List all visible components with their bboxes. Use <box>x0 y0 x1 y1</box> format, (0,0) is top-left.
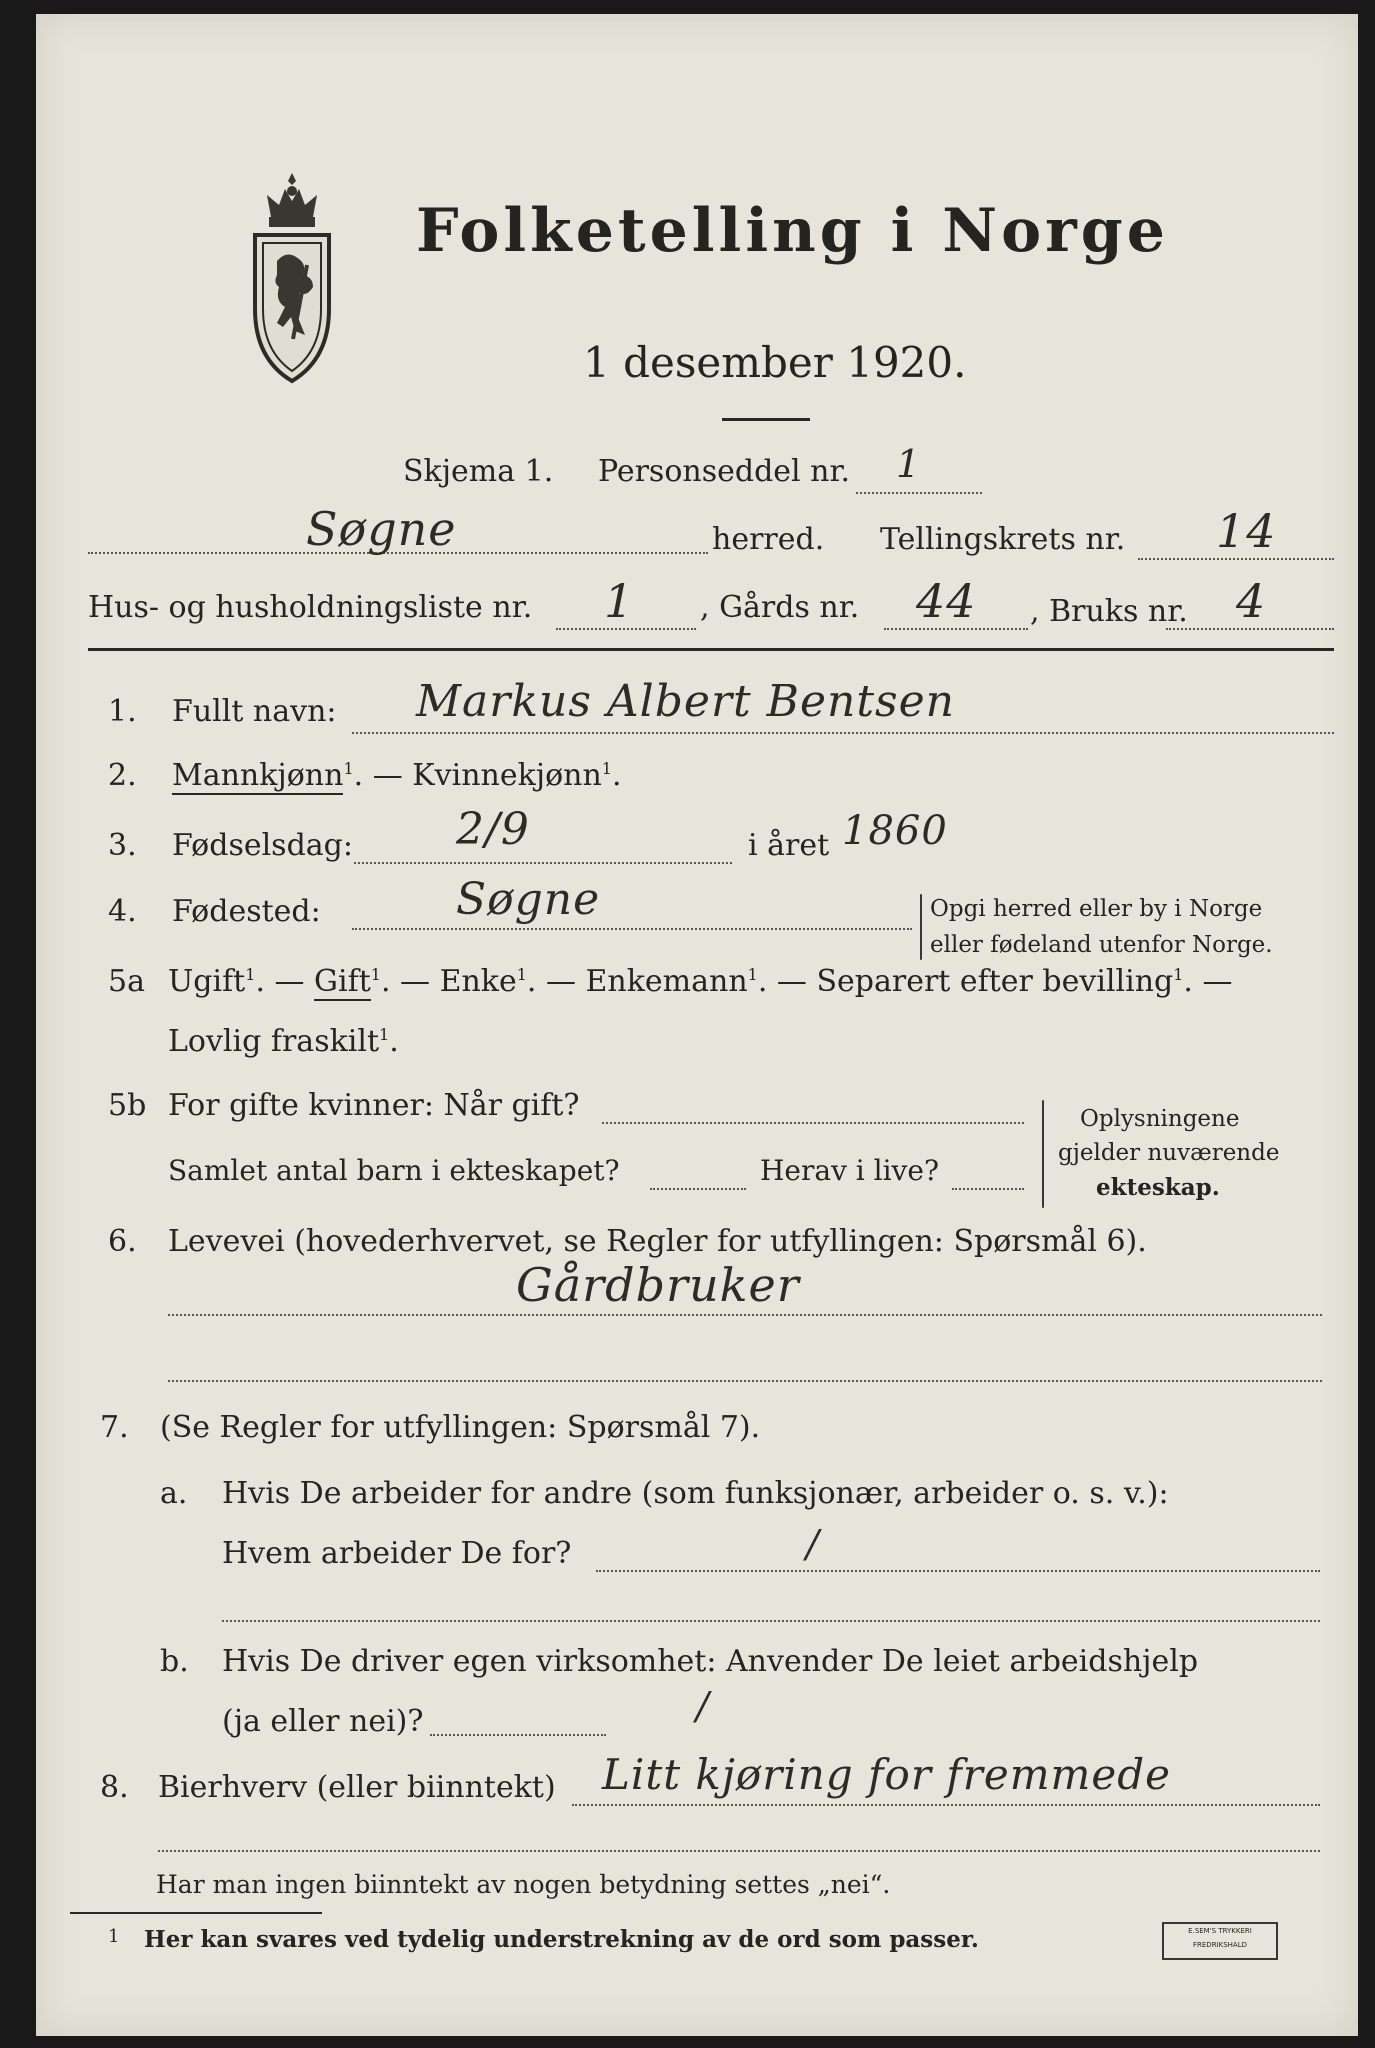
q3-date-value: 2/9 <box>456 804 530 855</box>
gards-label: , Gårds nr. <box>700 590 860 625</box>
q2-sup2: 1 <box>601 759 612 778</box>
q5b-line1: For gifte kvinner: Når gift? <box>168 1088 580 1123</box>
q3-number: 3. <box>108 828 137 863</box>
footnote-text: Her kan svares ved tydelig understrekning av de ord som passer. <box>144 1926 979 1953</box>
q5a-enke-option: Enke <box>439 964 517 999</box>
q5a-options: Ugift$^1$. — Gift$^1$. — Enke$^1$. — Enkemann$^1$. — Separert efter bevilling$^1$. — <box>168 964 1233 999</box>
q1-value: Markus Albert Bentsen <box>416 676 955 727</box>
q6-line1 <box>168 1314 1322 1316</box>
q5a-enkemann-option: Enkemann <box>585 964 748 999</box>
q5b-when-line <box>602 1122 1024 1124</box>
q7b-value: / <box>696 1684 710 1728</box>
schema-label: Skjema 1. <box>403 454 554 489</box>
gards-line <box>884 628 1028 630</box>
header-rule <box>88 648 1334 651</box>
q7-number: 7. <box>100 1410 129 1445</box>
q4-note-brace <box>920 894 922 960</box>
q7b-line1: Hvis De driver egen virksomhet: Anvender De leiet arbeidshjelp <box>222 1644 1199 1679</box>
q2-end: . <box>611 758 622 793</box>
q2-options <box>172 758 622 793</box>
q5b-alive-label: Herav i live? <box>760 1154 939 1187</box>
norwegian-coat-of-arms-icon <box>249 169 335 389</box>
q7a-value: / <box>806 1522 820 1566</box>
q2-separator: . — <box>353 758 413 793</box>
q8-line1 <box>572 1804 1320 1806</box>
q7b-line <box>430 1734 606 1736</box>
q5a-fraskilt-option: Lovlig fraskilt <box>168 1024 380 1059</box>
q7a-line2: Hvem arbeider De for? <box>222 1536 572 1571</box>
q5b-note-brace <box>1042 1100 1044 1208</box>
q5b-number: 5b <box>108 1088 147 1123</box>
q8-number: 8. <box>100 1770 129 1805</box>
q1-line <box>352 732 1334 734</box>
gards-value: 44 <box>916 574 977 628</box>
q4-note-line1: Opgi herred eller by i Norge <box>930 896 1263 922</box>
q7b-number: b. <box>160 1644 189 1679</box>
q5b-children-label: Samlet antal barn i ekteskapet? <box>168 1154 620 1187</box>
q7a-line-extra <box>222 1620 1320 1622</box>
q2-sup1: 1 <box>343 759 354 778</box>
printer-line2: FREDRIKSHALD <box>1192 1941 1247 1949</box>
q5a-ugift-option: Ugift <box>168 964 246 999</box>
tellingskrets-line <box>1138 558 1334 560</box>
census-date: 1 desember 1920. <box>583 338 967 387</box>
title-divider <box>722 418 810 421</box>
printer-line1: E.SEM'S TRYKKERI <box>1188 1927 1252 1935</box>
q1-number: 1. <box>108 694 137 729</box>
q3-date-line <box>354 862 732 864</box>
q2-mann-option: Mannkjønn <box>172 758 344 793</box>
herred-label: herred. <box>712 522 825 557</box>
footer-note: Har man ingen biinntekt av nogen betydning settes „nei“. <box>156 1870 891 1899</box>
q4-label: Fødested: <box>172 894 321 929</box>
bruks-value: 4 <box>1236 574 1267 628</box>
personseddel-line <box>856 492 982 494</box>
printer-stamp <box>1162 1922 1278 1960</box>
q7b-line2: (ja eller nei)? <box>222 1704 424 1739</box>
q5a-separert-option: Separert efter bevilling <box>816 964 1174 999</box>
q7-label: (Se Regler for utfyllingen: Spørsmål 7). <box>160 1410 761 1445</box>
tellingskrets-label: Tellingskrets nr. <box>880 522 1126 557</box>
tellingskrets-value: 14 <box>1216 504 1277 558</box>
q8-value: Litt kjøring for fremmede <box>602 1750 1171 1799</box>
q4-line <box>352 928 912 930</box>
q7a-number: a. <box>160 1476 188 1511</box>
q8-line2 <box>158 1850 1320 1852</box>
form-title: Folketelling i Norge <box>416 196 1169 266</box>
herred-value: Søgne <box>306 502 457 556</box>
q3-year-value: 1860 <box>842 808 948 854</box>
q3-year-label: i året <box>748 828 830 863</box>
q7a-line <box>596 1570 1320 1572</box>
q2-number: 2. <box>108 758 137 793</box>
q5b-note-line2: gjelder nuværende <box>1058 1140 1280 1166</box>
personseddel-value: 1 <box>896 442 922 486</box>
q5b-children-line <box>650 1188 746 1190</box>
q7a-line1: Hvis De arbeider for andre (som funksjonær, arbeider o. s. v.): <box>222 1476 1169 1511</box>
q2-kvinne-option: Kvinnekjønn <box>412 758 602 793</box>
q5a-number: 5a <box>108 964 145 999</box>
bruks-label: , Bruks nr. <box>1030 594 1188 629</box>
husliste-line <box>556 628 696 630</box>
q8-label: Bierhverv (eller biinntekt) <box>158 1770 556 1805</box>
q5b-note-line1: Oplysningene <box>1080 1106 1240 1132</box>
q1-label: Fullt navn: <box>172 694 337 729</box>
q4-note-line2: eller fødeland utenfor Norge. <box>930 932 1273 958</box>
footnote-mark: 1 <box>108 1926 120 1947</box>
q5a-fraskilt: Lovlig fraskilt$^1$. <box>168 1024 399 1059</box>
bruks-line <box>1166 628 1334 630</box>
husliste-label: Hus- og husholdningsliste nr. <box>88 590 533 625</box>
personseddel-label: Personseddel nr. <box>598 454 851 489</box>
q5a-gift-option: Gift <box>314 964 371 999</box>
q3-label: Fødselsdag: <box>172 828 353 863</box>
q6-line2 <box>168 1380 1322 1382</box>
q4-value: Søgne <box>456 874 601 925</box>
q5b-alive-line <box>952 1188 1024 1190</box>
q6-label: Levevei (hovederhvervet, se Regler for utfyllingen: Spørsmål 6). <box>168 1224 1147 1259</box>
q5b-note-line3: ekteskap. <box>1096 1174 1220 1201</box>
q6-value: Gårdbruker <box>516 1258 800 1312</box>
census-form-page <box>36 14 1358 2036</box>
husliste-value: 1 <box>604 574 635 628</box>
q4-number: 4. <box>108 894 137 929</box>
q6-number: 6. <box>108 1224 137 1259</box>
footnote-rule <box>70 1912 322 1914</box>
